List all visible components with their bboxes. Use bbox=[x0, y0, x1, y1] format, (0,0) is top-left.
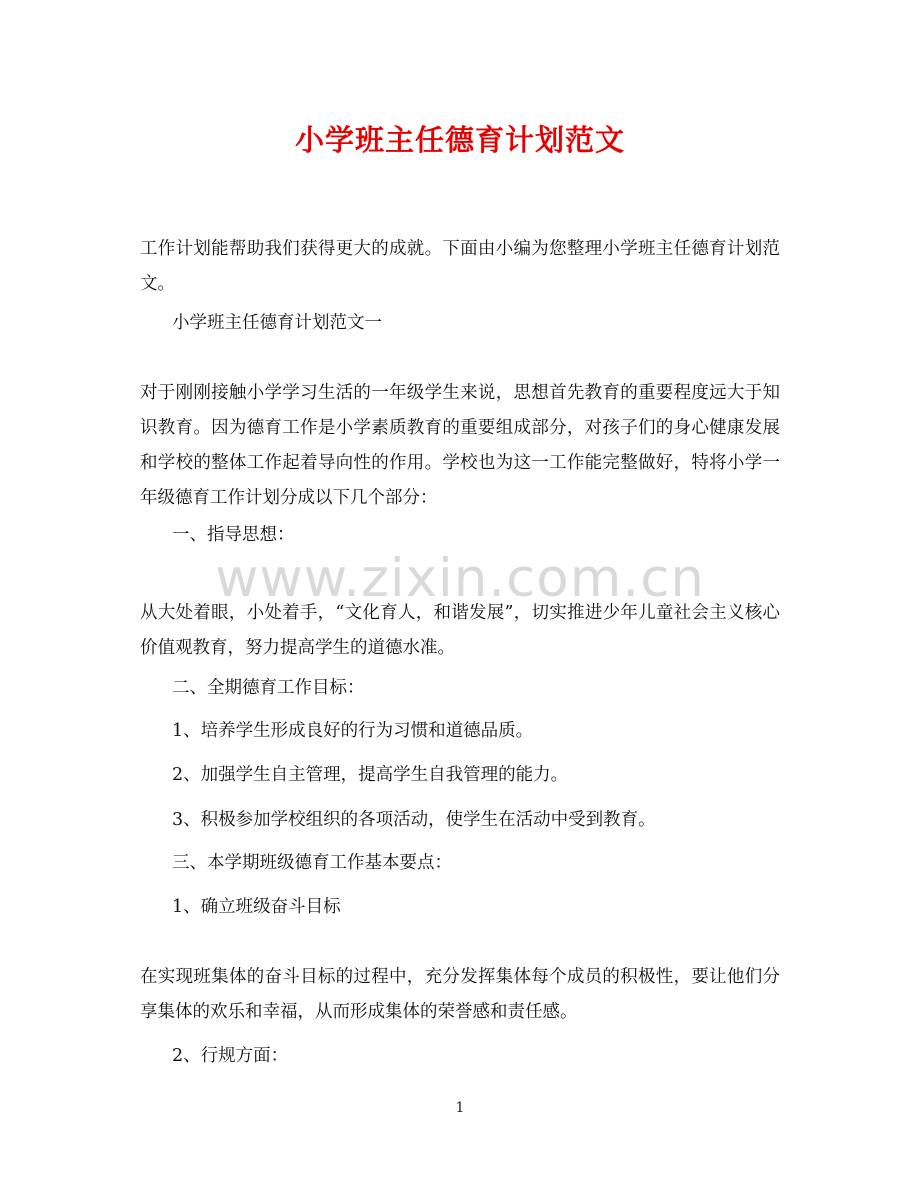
heading-key-points: 三、本学期班级德育工作基本要点： bbox=[172, 853, 452, 873]
goal-item-2: 2、加强学生自主管理，提高学生自我管理的能力。 bbox=[172, 765, 569, 785]
body-paragraph-3: 在实现班集体的奋斗目标的过程中，充分发挥集体每个成员的积极性，要让他们分享集体的欢乐和幸福，从而形成集体的荣誉感和责任感。 bbox=[140, 967, 780, 1022]
page-number: 1 bbox=[455, 1100, 465, 1116]
body-paragraph-1: 对于刚刚接触小学学习生活的一年级学生来说，思想首先教育的重要程度远大于知识教育。因为德育工作是小学素质教育的重要组成部分，对孩子们的身心健康发展和学校的整体工作起着导向性的作用。学校也为这一工作能完整做好，特将小学一年级德育工作计划分成以下几个部分： bbox=[140, 383, 780, 508]
goal-item-3: 3、积极参加学校组织的各项活动，使学生在活动中受到教育。 bbox=[172, 810, 656, 830]
heading-goals: 二、全期德育工作目标： bbox=[172, 678, 365, 698]
section-heading: 小学班主任德育计划范文一 bbox=[172, 313, 382, 333]
key-point-1: 1、确立班级奋斗目标 bbox=[172, 897, 341, 917]
key-point-2: 2、行规方面： bbox=[172, 1046, 289, 1066]
watermark-text: www.zixin.com.cn bbox=[215, 548, 705, 609]
goal-item-1: 1、培养学生形成良好的行为习惯和道德品质。 bbox=[172, 721, 534, 741]
body-paragraph-2: 从大处着眼，小处着手，“文化育人，和谐发展”，切实推进少年儿童社会主义核心价值观教育，努力提高学生的道德水准。 bbox=[140, 603, 780, 658]
document-title: 小学班主任德育计划范文 bbox=[294, 123, 625, 157]
heading-guiding-thought: 一、指导思想： bbox=[172, 525, 295, 545]
intro-paragraph: 工作计划能帮助我们获得更大的成就。下面由小编为您整理小学班主任德育计划范文。 bbox=[140, 239, 780, 294]
